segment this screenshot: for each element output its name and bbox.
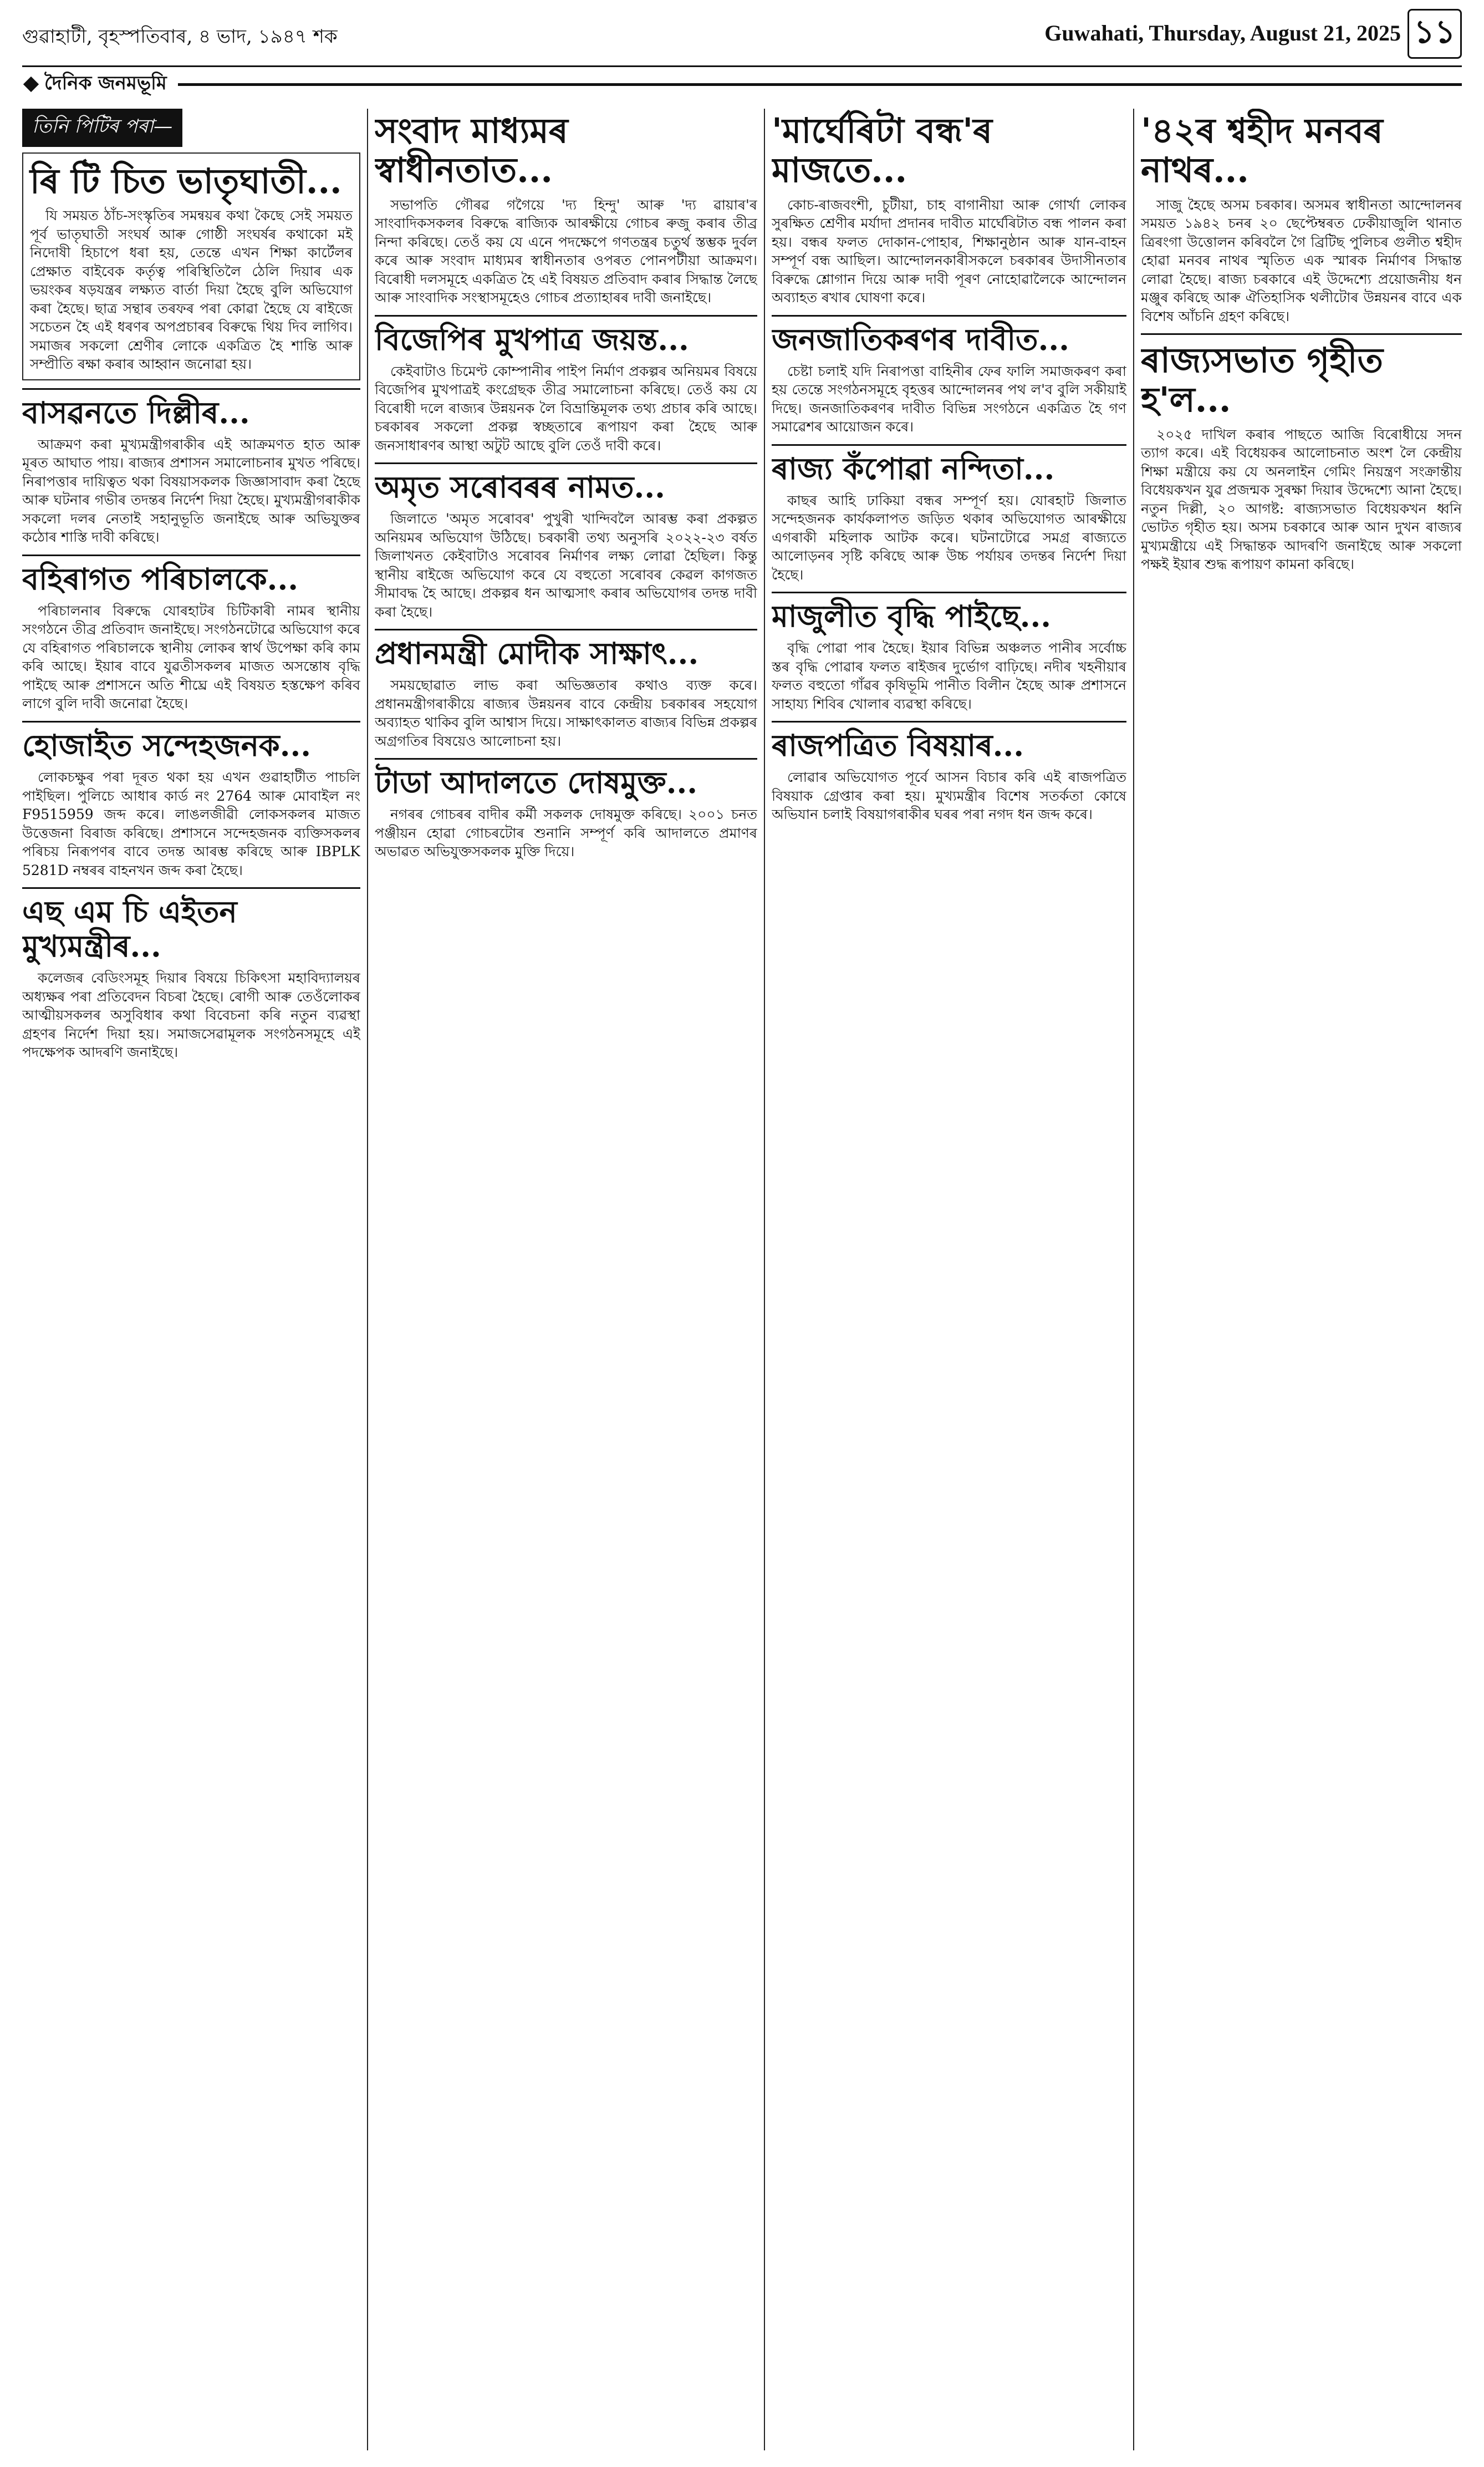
- story: [772, 444, 1126, 584]
- story-body: কোচ-ৰাজবংশী, চুটীয়া, চাহ বাগানীয়া আৰু গোৰ্খা লোকৰ সুৰক্ষিত শ্ৰেণীৰ মৰ্যাদা প্ৰদানৰ দাবীত মাৰ্ঘেৰিটাত বন্ধ পালন কৰা হয়। বন্ধৰ ফলত দোকান-পোহাৰ, শিক্ষানুষ্ঠান আৰু যান-বাহন সম্পূৰ্ণ বন্ধ আছিল। আন্দোলনকাৰীসকলে চৰকাৰৰ উদাসীনতাৰ বিৰুদ্ধে শ্লোগান দিয়ে আৰু দাবী পূৰণ নোহোৱালৈকে আন্দোলন অব্যাহত ৰখাৰ ঘোষণা কৰে।: [772, 196, 1126, 306]
- story-headline: সংবাদ মাধ্যমৰ স্বাধীনতাত...: [375, 110, 568, 191]
- story-headline: ৰাজ্য কঁপোৱা নন্দিতা...: [772, 450, 1055, 486]
- story-body: ২০২৫ দাখিল কৰাৰ পাছতে আজি বিৰোধীয়ে সদন ত্যাগ কৰে। এই বিধেয়কৰ আলোচনাত অংশ লৈ কেন্দ্ৰীয় শিক্ষা মন্ত্ৰীয়ে কয় যে অনলাইন গেমিং নিয়ন্ত্ৰণ সংক্ৰান্তীয় বিধেয়কখন যুৱ প্ৰজন্মক সুৰক্ষা দিয়াৰ উদ্দেশ্যে আনা হৈছে। নতুন দিল্লী, ২০ আগষ্ট: ৰাজ্যসভাত বিধেয়কখন ধ্বনি ভোটত গৃহীত হয়। অসম চৰকাৰে আৰু আন দুখন ৰাজ্যৰ মুখ্যমন্ত্ৰীয়ে এই সিদ্ধান্তক আদৰণি জনাইছে আৰু সকলো পক্ষই ইয়াৰ শুদ্ধ ৰূপায়ণ কামনা কৰিছে।: [1141, 426, 1462, 573]
- story-body: লোকচক্ষুৰ পৰা দূৰত থকা হয় এখন গুৱাহাটীত পাচলি পাইছিল। পুলিচে আধাৰ কাৰ্ড নং 2764 আৰু মোবাইল নং F9515959 জব্দ কৰে। লাঙলজীৱী লোকসকলৰ মাজত উত্তেজনা বিৰাজ কৰিছে। প্ৰশাসনে সন্দেহজনক ব্যক্তিসকলৰ পৰিচয় নিৰূপণৰ বাবে তদন্ত আৰম্ভ কৰিছে আৰু IBPLK 5281D নম্বৰৰ বাহনখন জব্দ কৰা হৈছে।: [22, 769, 360, 878]
- story-headline: প্ৰধানমন্ত্ৰী মোদীক সাক্ষাৎ...: [375, 635, 699, 672]
- story-headline: বাসৱনতে দিল্লীৰ...: [22, 394, 250, 430]
- column-3: [772, 109, 1126, 2450]
- story: [22, 388, 360, 547]
- continued-kicker: তিনি পিটিৰ পৰা—: [22, 109, 182, 147]
- story-body: সাজু হৈছে অসম চৰকাৰ। অসমৰ স্বাধীনতা আন্দোলনৰ সময়ত ১৯৪২ চনৰ ২০ ছেপ্টেম্বৰত ঢেকীয়াজুলি থানাত ত্ৰিৰংগা উত্তোলন কৰিবলৈ গৈ ব্ৰিটিছ পুলিচৰ গুলীত শ্বহীদ হোৱা মনবৰ নাথৰ স্মৃতিত এক স্মাৰক নিৰ্মাণৰ সিদ্ধান্ত লোৱা হৈছে। ৰাজ্য চৰকাৰে এই উদ্দেশ্যে প্ৰয়োজনীয় ধন মঞ্জুৰ কৰিছে আৰু ঐতিহাসিক থলীটোৰ উন্নয়নৰ বাবে এক বিশেষ আঁচনি গ্ৰহণ কৰিছে।: [1141, 196, 1462, 324]
- story: [1141, 111, 1462, 325]
- story: [375, 315, 757, 455]
- column-divider: [367, 109, 368, 2450]
- story-rule: [375, 462, 757, 464]
- story: [772, 721, 1126, 824]
- story: [22, 721, 360, 879]
- story-headline: 'মাৰ্ঘেৰিটা বন্ধ'ৰ মাজতে...: [772, 110, 993, 191]
- brand-rule: [178, 83, 1462, 86]
- date-assamese: গুৱাহাটী, বৃহস্পতিবাৰ, ৪ ভাদ, ১৯৪৭ শক: [22, 26, 338, 48]
- story-body: পৰিচালনাৰ বিৰুদ্ধে যোৰহাটৰ চিটিকাৰী নামৰ স্থানীয় সংগঠনে তীব্ৰ প্ৰতিবাদ জনাইছে। সংগঠনটোৱে অভিযোগ কৰে যে বহিৰাগত পৰিচালকে স্থানীয় লোকৰ স্বাৰ্থ উপেক্ষা কৰি কাম কৰি আছে। ইয়াৰ বাবে যুৱতীসকলৰ মাজত অসন্তোষ বৃদ্ধি পাইছে আৰু প্ৰশাসনে অতি শীঘ্ৰে এই বিষয়ত হস্তক্ষেপ কৰিব লাগে বুলি দাবী জনোৱা হৈছে।: [22, 602, 360, 712]
- story-body: কেইবাটাও চিমেণ্ট কোম্পানীৰ পাইপ নিৰ্মাণ প্ৰকল্পৰ অনিয়মৰ বিষয়ে বিজেপিৰ মুখপাত্ৰই কংগ্ৰেছক তীব্ৰ সমালোচনা কৰিছে। তেওঁ কয় যে বিৰোধী দলে ৰাজ্যৰ উন্নয়নক লৈ বিভ্ৰান্তিমূলক তথ্য প্ৰচাৰ কৰি আছে। চৰকাৰৰ সকলো প্ৰকল্প স্বচ্ছতাৰে ৰূপায়ণ কৰা হৈছে আৰু জনসাধাৰণৰ আস্থা অটুট আছে বুলি তেওঁ দাবী কৰে।: [375, 363, 757, 454]
- date-english: Guwahati, Thursday, August 21, 2025: [1044, 21, 1401, 45]
- story-body: আক্ৰমণ কৰা মুখ্যমন্ত্ৰীগৰাকীৰ এই আক্ৰমণত হাত আৰু মূৰত আঘাত পায়। ৰাজ্যৰ প্ৰশাসন সমালোচনাৰ মুখত পৰিছে। নিৰাপত্তাৰ দায়িত্বত থকা বিষয়াসকলক জিজ্ঞাসাবাদ কৰা হৈছে আৰু ঘটনাৰ গভীৰ তদন্তৰ নিৰ্দেশ দিয়া হৈছে। মুখ্যমন্ত্ৰীগৰাকীক সকলো দলৰ নেতাই সহানুভূতি জনাইছে আৰু অভিযুক্তৰ কঠোৰ শাস্তি দাবী কৰিছে।: [22, 436, 360, 546]
- story-body: কলেজৰ বেডিংসমূহ দিয়াৰ বিষয়ে চিকিৎসা মহাবিদ্যালয়ৰ অধ্যক্ষৰ পৰা প্ৰতিবেদন বিচৰা হৈছে। ৰোগী আৰু তেওঁলোকৰ আত্মীয়সকলৰ অসুবিধাৰ কথা বিবেচনা কৰি নতুন ব্যৱস্থা গ্ৰহণৰ নিৰ্দেশ দিয়া হয়। সমাজসেৱামূলক সংগঠনসমূহে এই পদক্ষেপক আদৰণি জনাইছে।: [22, 970, 360, 1061]
- story-rule: [375, 758, 757, 760]
- story-rule: [375, 629, 757, 630]
- masthead: [22, 6, 1462, 72]
- story-rule: [22, 887, 360, 889]
- paper-brand-strip: [22, 72, 1462, 96]
- story-rule: [772, 592, 1126, 593]
- story-headline: ৰাজ্যসভাত গৃহীত হ'ল...: [1141, 340, 1384, 420]
- column-1: [22, 109, 360, 2450]
- story: [22, 555, 360, 713]
- story-headline: বহিৰাগত পৰিচালকে...: [22, 561, 299, 597]
- masthead-rule: [22, 65, 1462, 67]
- story-headline: এছ এম চি এইতন মুখ্যমন্ত্ৰীৰ...: [22, 894, 237, 964]
- story-rule: [375, 315, 757, 317]
- story: [375, 111, 757, 307]
- story-headline: জনজাতিকৰণৰ দাবীত...: [772, 321, 1069, 357]
- story-body: কাছৰ আহি ঢাকিয়া বন্ধৰ সম্পূৰ্ণ হয়। যোৰহাট জিলাত সন্দেহজনক কাৰ্যকলাপত জড়িত থকাৰ অভিযোগত আৰক্ষীয়ে এগৰাকী মহিলাক আটক কৰে। ঘটনাটোৱে সমগ্ৰ ৰাজ্যতে আলোড়নৰ সৃষ্টি কৰিছে আৰু উচ্চ পৰ্যায়ৰ তদন্তৰ নিৰ্দেশ দিয়া হৈছে।: [772, 492, 1126, 583]
- story: [375, 462, 757, 621]
- story-headline: বিজেপিৰ মুখপাত্ৰ জয়ন্ত...: [375, 321, 689, 357]
- story-body: বৃদ্ধি পোৱা পাৰ হৈছে। ইয়াৰ বিভিন্ন অঞ্চলত পানীৰ সৰ্বোচ্চ স্তৰ বৃদ্ধি পোৱাৰ ফলত ৰাইজৰ দুৰ্ভোগ বাঢ়িছে। নদীৰ খহনীয়াৰ ফলত বহুতো গাঁৱৰ কৃষিভূমি পানীত বিলীন হৈছে আৰু প্ৰশাসনে সাহায্য শিবিৰ খোলাৰ ব্যৱস্থা কৰিছে।: [772, 640, 1126, 712]
- story-body: সভাপতি গৌৰৱ গগৈয়ে 'দ্য হিন্দু' আৰু 'দ্য ৱায়াৰ'ৰ সাংবাদিকসকলৰ বিৰুদ্ধে ৰাজ্যিক আৰক্ষীয়ে গোচৰ ৰুজু কৰাৰ তীব্ৰ নিন্দা কৰিছে। তেওঁ কয় যে এনে পদক্ষেপে গণতন্ত্ৰৰ চতুৰ্থ স্তম্ভক দুৰ্বল কৰে আৰু সংবাদ মাধ্যমৰ স্বাধীনতাৰ ওপৰত পোনপটীয়া আক্ৰমণ। বিৰোধী দলসমূহে একত্ৰিত হৈ এই বিষয়ত প্ৰতিবাদ কৰাৰ সিদ্ধান্ত লৈছে আৰু সাংবাদিক সংস্থাসমূহেও গোচৰ প্ৰত্যাহাৰৰ দাবী জনাইছে।: [375, 196, 757, 306]
- story: [772, 111, 1126, 307]
- story-headline: '৪২ৰ শ্বহীদ মনবৰ নাথৰ...: [1141, 110, 1383, 191]
- story-rule: [22, 555, 360, 556]
- story: [772, 592, 1126, 713]
- story: [22, 152, 360, 380]
- story-rule: [22, 388, 360, 390]
- column-4: [1141, 109, 1462, 2450]
- paper-name: দৈনিক জনমভূমি: [44, 72, 167, 94]
- story-body: লোৱাৰ অভিযোগত পূৰ্বে আসন বিচাৰ কৰি এই ৰাজপত্ৰিত বিষয়াক গ্ৰেপ্তাৰ কৰা হয়। মুখ্যমন্ত্ৰীৰ বিশেষ সতৰ্কতা কোষে অভিযান চলাই বিষয়াগৰাকীৰ ঘৰৰ পৰা নগদ ধন জব্দ কৰে।: [772, 769, 1126, 823]
- story-body: যি সময়ত ঠাঁচ-সংস্কৃতিৰ সমন্বয়ৰ কথা কৈছে সেই সময়ত পূৰ্ব ভাতৃঘাতী সংঘৰ্ষ আৰু গোষ্ঠী সংঘৰ্ষৰ কথাকো মই নিদোষী হিচাপে ধৰা হয়, তেন্তে এখন শিক্ষা কাৰ্টেলৰ প্ৰেক্ষাত বাইবেক কৰ্তৃত্ব পৰিস্থিতিলৈ ঠেলি দিয়াৰ এক ভয়ংকৰ ষড়যন্ত্ৰৰ লক্ষ্যত বাৰ্তা দিয়া হৈছে বুলি অভিযোগ কৰা হৈছে। ছাত্ৰ সন্থাৰ তৰফৰ পৰা কোৱা হৈছে যে ৰাইজে সচেতন হৈ এই ধৰণৰ অপপ্ৰচাৰৰ বিৰুদ্ধে থিয় দিব লাগিব। সমাজৰ সকলো শ্ৰেণীৰ লোকে একত্ৰিত হৈ শান্তি আৰু সম্প্ৰীতি ৰক্ষা কৰাৰ আহ্বান জনোৱা হয়।: [30, 207, 353, 373]
- story-headline: হোজাইত সন্দেহজনক...: [22, 727, 312, 763]
- story: [772, 315, 1126, 436]
- story: [22, 887, 360, 1062]
- story: [375, 629, 757, 750]
- diamond-icon: [23, 77, 39, 92]
- story-rule: [22, 721, 360, 723]
- story-rule: [772, 444, 1126, 446]
- story-body: সময়ছোৱাত লাভ কৰা অভিজ্ঞতাৰ কথাও ব্যক্ত কৰে। প্ৰধানমন্ত্ৰীগৰাকীয়ে ৰাজ্যৰ উন্নয়নৰ বাবে কেন্দ্ৰীয় চৰকাৰৰ সহযোগ অব্যাহত থাকিব বুলি আশ্বাস দিয়ে। সাক্ষাৎকালত ৰাজ্যৰ বিভিন্ন প্ৰকল্পৰ অগ্ৰগতিৰ বিষয়েও আলোচনা হয়।: [375, 677, 757, 749]
- story-headline: অমৃত সৰোবৰৰ নামত...: [375, 469, 665, 505]
- story: [375, 758, 757, 861]
- column-2: [375, 109, 757, 2450]
- story-rule: [1141, 333, 1462, 335]
- story: [1141, 333, 1462, 574]
- story-headline: মাজুলীত বৃদ্ধি পাইছে...: [772, 598, 1052, 634]
- story-body: জিলাতে 'অমৃত সৰোবৰ' পুখুৰী খান্দিবলৈ আৰম্ভ কৰা প্ৰকল্পত অনিয়মৰ অভিযোগ উঠিছে। চৰকাৰী তথ্য অনুসৰি ২০২২-২৩ বৰ্ষত জিলাখনত কেইবাটাও সৰোবৰ নিৰ্মাণৰ লক্ষ্য লোৱা হৈছিল। কিন্তু স্থানীয় ৰাইজে অভিযোগ কৰে যে বহুতো সৰোবৰ কেৱল কাগজত সীমাবদ্ধ হৈ আছে। প্ৰকল্পৰ ধন আত্মসাৎ কৰাৰ অভিযোগৰ তদন্ত দাবী কৰা হৈছে।: [375, 511, 757, 620]
- story-body: চেষ্টা চলাই যদি নিৰাপত্তা বাহিনীৰ ফেৰ ফালি সমাজকৰণ কৰা হয় তেন্তে সংগঠনসমূহে বৃহত্তৰ আন্দোলনৰ পথ ল'ব বুলি সকীয়াই দিছে। জনজাতিকৰণৰ দাবীত বিভিন্ন সংগঠনে একত্ৰিত হৈ গণ সমাৱেশৰ আয়োজন কৰে।: [772, 363, 1126, 435]
- story-body: নগৰৰ গোচৰৰ বাদীৰ কৰ্মী সকলক দোষমুক্ত কৰিছে। ২০০১ চনত পঞ্জীয়ন হোৱা গোচৰটোৰ শুনানি সম্পূৰ্ণ কৰি আদালতে প্ৰমাণৰ অভাৱত অভিযুক্তসকলক মুক্তি দিয়ে।: [375, 806, 757, 860]
- page-number: ১১: [1407, 9, 1462, 59]
- story-headline: ৰাজপত্ৰিত বিষয়াৰ...: [772, 728, 1024, 764]
- column-divider: [1133, 109, 1134, 2450]
- story-rule: [772, 315, 1126, 317]
- story-headline: ৰি টি চিত ভাতৃঘাতী...: [30, 161, 342, 201]
- column-divider: [764, 109, 765, 2450]
- story-headline: টাডা আদালতে দোষমুক্ত...: [375, 765, 698, 801]
- story-rule: [772, 721, 1126, 723]
